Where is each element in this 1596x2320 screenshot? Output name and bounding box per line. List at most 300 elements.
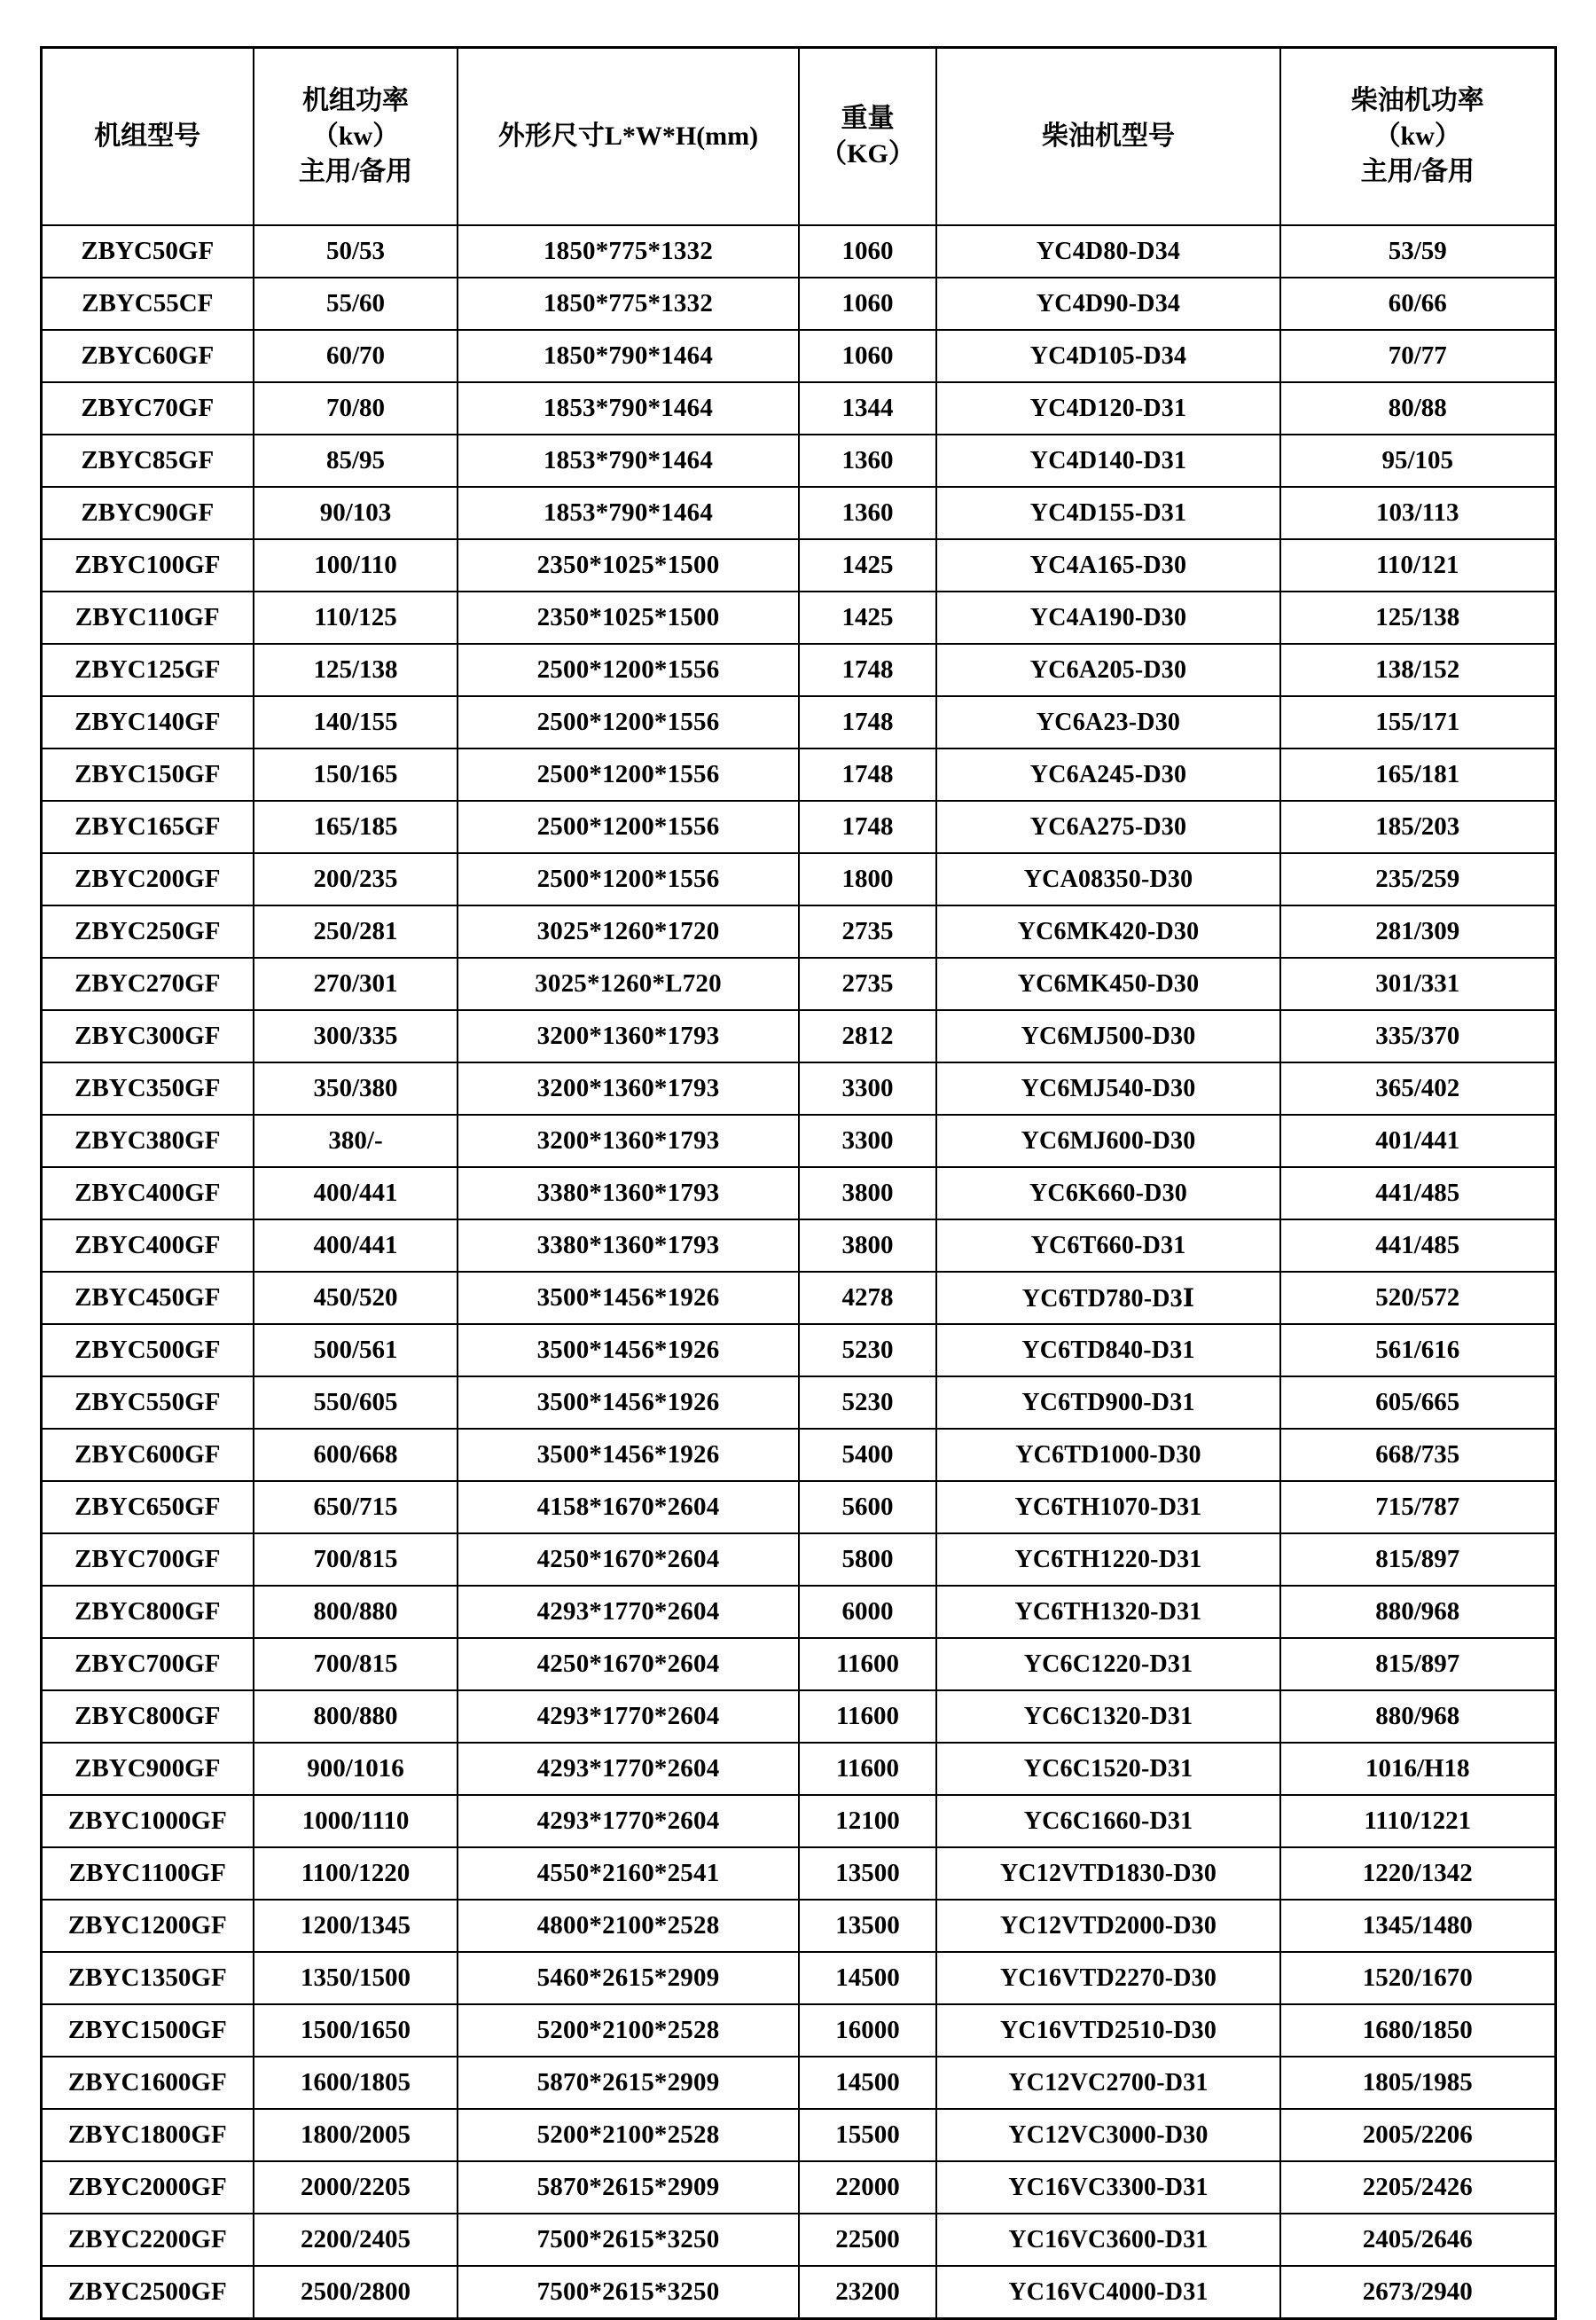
cell-power: 1500/1650 xyxy=(254,2004,458,2057)
cell-engine: YC6C1520-D31 xyxy=(936,1743,1280,1795)
cell-power: 55/60 xyxy=(254,278,458,330)
cell-model: ZBYC550GF xyxy=(41,1376,254,1429)
cell-weight: 1748 xyxy=(799,801,936,853)
cell-engine: YC4D105-D34 xyxy=(936,330,1280,382)
cell-dims: 4293*1770*2604 xyxy=(458,1586,799,1638)
cell-engine: YC6TD840-D31 xyxy=(936,1324,1280,1376)
cell-dims: 3025*1260*L720 xyxy=(458,958,799,1010)
cell-engine: YC6MK420-D30 xyxy=(936,905,1280,958)
cell-weight: 5600 xyxy=(799,1481,936,1533)
cell-weight: 22000 xyxy=(799,2161,936,2214)
table-row xyxy=(41,2057,1555,2109)
cell-dims: 2500*1200*1556 xyxy=(458,749,799,801)
cell-enginepower: 335/370 xyxy=(1280,1010,1555,1062)
cell-enginepower: 103/113 xyxy=(1280,487,1555,539)
cell-model: ZBYC700GF xyxy=(41,1638,254,1690)
table-row xyxy=(41,1533,1555,1586)
cell-enginepower: 138/152 xyxy=(1280,644,1555,696)
cell-model: ZBYC90GF xyxy=(41,487,254,539)
cell-weight: 1425 xyxy=(799,592,936,644)
cell-engine: YC6C1660-D31 xyxy=(936,1795,1280,1847)
cell-enginepower: 441/485 xyxy=(1280,1219,1555,1272)
cell-dims: 3500*1456*1926 xyxy=(458,1376,799,1429)
cell-engine: YC12VTD2000-D30 xyxy=(936,1900,1280,1952)
cell-engine: YC4A190-D30 xyxy=(936,592,1280,644)
cell-power: 1800/2005 xyxy=(254,2109,458,2161)
cell-weight: 1360 xyxy=(799,435,936,487)
cell-enginepower: 1110/1221 xyxy=(1280,1795,1555,1847)
cell-dims: 5870*2615*2909 xyxy=(458,2057,799,2109)
cell-engine: YC12VTD1830-D30 xyxy=(936,1847,1280,1900)
cell-model: ZBYC2000GF xyxy=(41,2161,254,2214)
cell-enginepower: 2673/2940 xyxy=(1280,2266,1555,2319)
cell-weight: 1060 xyxy=(799,225,936,278)
cell-model: ZBYC2500GF xyxy=(41,2266,254,2319)
cell-model: ZBYC600GF xyxy=(41,1429,254,1481)
cell-engine: YC6A23-D30 xyxy=(936,696,1280,749)
cell-power: 1100/1220 xyxy=(254,1847,458,1900)
cell-engine: YC6MJ600-D30 xyxy=(936,1115,1280,1167)
cell-dims: 2500*1200*1556 xyxy=(458,853,799,905)
cell-dims: 5200*2100*2528 xyxy=(458,2109,799,2161)
cell-engine: YC6C1220-D31 xyxy=(936,1638,1280,1690)
cell-weight: 1425 xyxy=(799,539,936,592)
cell-weight: 12100 xyxy=(799,1795,936,1847)
table-row xyxy=(41,592,1555,644)
cell-dims: 7500*2615*3250 xyxy=(458,2266,799,2319)
cell-enginepower: 520/572 xyxy=(1280,1272,1555,1324)
cell-weight: 2812 xyxy=(799,1010,936,1062)
cell-power: 1600/1805 xyxy=(254,2057,458,2109)
cell-weight: 11600 xyxy=(799,1690,936,1743)
cell-enginepower: 815/897 xyxy=(1280,1638,1555,1690)
cell-enginepower: 365/402 xyxy=(1280,1062,1555,1115)
cell-enginepower: 185/203 xyxy=(1280,801,1555,853)
cell-weight: 11600 xyxy=(799,1743,936,1795)
cell-enginepower: 301/331 xyxy=(1280,958,1555,1010)
cell-model: ZBYC1100GF xyxy=(41,1847,254,1900)
cell-model: ZBYC140GF xyxy=(41,696,254,749)
cell-power: 450/520 xyxy=(254,1272,458,1324)
cell-model: ZBYC1350GF xyxy=(41,1952,254,2004)
cell-enginepower: 60/66 xyxy=(1280,278,1555,330)
cell-weight: 2735 xyxy=(799,905,936,958)
cell-weight: 13500 xyxy=(799,1847,936,1900)
cell-enginepower: 125/138 xyxy=(1280,592,1555,644)
cell-power: 700/815 xyxy=(254,1533,458,1586)
cell-model: ZBYC60GF xyxy=(41,330,254,382)
cell-enginepower: 401/441 xyxy=(1280,1115,1555,1167)
cell-power: 50/53 xyxy=(254,225,458,278)
cell-weight: 15500 xyxy=(799,2109,936,2161)
column-header-line: （kw） xyxy=(311,121,400,151)
cell-model: ZBYC800GF xyxy=(41,1586,254,1638)
cell-dims: 5460*2615*2909 xyxy=(458,1952,799,2004)
cell-power: 400/441 xyxy=(254,1167,458,1219)
cell-model: ZBYC650GF xyxy=(41,1481,254,1533)
cell-model: ZBYC2200GF xyxy=(41,2214,254,2266)
cell-engine: YC4D140-D31 xyxy=(936,435,1280,487)
cell-power: 100/110 xyxy=(254,539,458,592)
cell-power: 800/880 xyxy=(254,1586,458,1638)
cell-dims: 3500*1456*1926 xyxy=(458,1272,799,1324)
table-row xyxy=(41,2004,1555,2057)
cell-dims: 4250*1670*2604 xyxy=(458,1638,799,1690)
cell-power: 800/880 xyxy=(254,1690,458,1743)
cell-weight: 5230 xyxy=(799,1324,936,1376)
cell-weight: 3800 xyxy=(799,1219,936,1272)
column-header-0 xyxy=(41,48,254,226)
cell-dims: 7500*2615*3250 xyxy=(458,2214,799,2266)
cell-enginepower: 110/121 xyxy=(1280,539,1555,592)
cell-model: ZBYC150GF xyxy=(41,749,254,801)
table-row xyxy=(41,382,1555,435)
cell-engine: YC16VTD2270-D30 xyxy=(936,1952,1280,2004)
cell-weight: 4278 xyxy=(799,1272,936,1324)
cell-enginepower: 2005/2206 xyxy=(1280,2109,1555,2161)
cell-enginepower: 1345/1480 xyxy=(1280,1900,1555,1952)
cell-weight: 3300 xyxy=(799,1062,936,1115)
cell-dims: 2500*1200*1556 xyxy=(458,696,799,749)
cell-engine: YC6K660-D30 xyxy=(936,1167,1280,1219)
cell-engine: YC16VC3300-D31 xyxy=(936,2161,1280,2214)
cell-weight: 1748 xyxy=(799,696,936,749)
cell-dims: 4250*1670*2604 xyxy=(458,1533,799,1586)
cell-engine: YC4D80-D34 xyxy=(936,225,1280,278)
cell-engine: YC6A245-D30 xyxy=(936,749,1280,801)
cell-dims: 2350*1025*1500 xyxy=(458,592,799,644)
cell-power: 350/380 xyxy=(254,1062,458,1115)
cell-model: ZBYC900GF xyxy=(41,1743,254,1795)
column-header-line: 外形尺寸L*W*H(mm) xyxy=(497,121,759,151)
table-row xyxy=(41,1115,1555,1167)
cell-engine: YC6TH1220-D31 xyxy=(936,1533,1280,1586)
column-header-5 xyxy=(1280,48,1555,226)
cell-dims: 2350*1025*1500 xyxy=(458,539,799,592)
table-row xyxy=(41,278,1555,330)
cell-model: ZBYC70GF xyxy=(41,382,254,435)
cell-engine: YC4D155-D31 xyxy=(936,487,1280,539)
cell-enginepower: 880/968 xyxy=(1280,1690,1555,1743)
cell-power: 140/155 xyxy=(254,696,458,749)
generator-specification-table xyxy=(40,46,1557,2320)
cell-power: 165/185 xyxy=(254,801,458,853)
cell-enginepower: 668/735 xyxy=(1280,1429,1555,1481)
cell-weight: 22500 xyxy=(799,2214,936,2266)
cell-enginepower: 281/309 xyxy=(1280,905,1555,958)
cell-engine: YC6TD1000-D30 xyxy=(936,1429,1280,1481)
cell-weight: 14500 xyxy=(799,2057,936,2109)
table-row xyxy=(41,1900,1555,1952)
table-row xyxy=(41,1743,1555,1795)
cell-power: 300/335 xyxy=(254,1010,458,1062)
table-row xyxy=(41,1272,1555,1324)
cell-dims: 5870*2615*2909 xyxy=(458,2161,799,2214)
cell-power: 250/281 xyxy=(254,905,458,958)
table-row xyxy=(41,853,1555,905)
cell-power: 150/165 xyxy=(254,749,458,801)
cell-weight: 11600 xyxy=(799,1638,936,1690)
table-row xyxy=(41,1481,1555,1533)
table-row xyxy=(41,225,1555,278)
cell-dims: 3500*1456*1926 xyxy=(458,1324,799,1376)
cell-model: ZBYC125GF xyxy=(41,644,254,696)
cell-dims: 1853*790*1464 xyxy=(458,487,799,539)
cell-dims: 3500*1456*1926 xyxy=(458,1429,799,1481)
cell-engine: YC6MJ500-D30 xyxy=(936,1010,1280,1062)
column-header-line: 主用/备用 xyxy=(298,157,413,187)
cell-model: ZBYC1600GF xyxy=(41,2057,254,2109)
cell-dims: 4293*1770*2604 xyxy=(458,1795,799,1847)
cell-model: ZBYC500GF xyxy=(41,1324,254,1376)
cell-weight: 1800 xyxy=(799,853,936,905)
table-row xyxy=(41,2214,1555,2266)
cell-engine: YC4D90-D34 xyxy=(936,278,1280,330)
cell-enginepower: 605/665 xyxy=(1280,1376,1555,1429)
cell-engine: YC6MJ540-D30 xyxy=(936,1062,1280,1115)
cell-engine: YC6TD780-D3Ⅰ xyxy=(936,1272,1280,1324)
cell-weight: 5400 xyxy=(799,1429,936,1481)
cell-engine: YC16VTD2510-D30 xyxy=(936,2004,1280,2057)
cell-power: 1200/1345 xyxy=(254,1900,458,1952)
cell-weight: 13500 xyxy=(799,1900,936,1952)
cell-power: 2200/2405 xyxy=(254,2214,458,2266)
cell-model: ZBYC165GF xyxy=(41,801,254,853)
table-row xyxy=(41,1219,1555,1272)
cell-engine: YC6A275-D30 xyxy=(936,801,1280,853)
cell-engine: YC12VC2700-D31 xyxy=(936,2057,1280,2109)
cell-engine: YC6A205-D30 xyxy=(936,644,1280,696)
cell-power: 90/103 xyxy=(254,487,458,539)
cell-dims: 4293*1770*2604 xyxy=(458,1690,799,1743)
cell-model: ZBYC55CF xyxy=(41,278,254,330)
cell-weight: 6000 xyxy=(799,1586,936,1638)
cell-model: ZBYC1500GF xyxy=(41,2004,254,2057)
cell-power: 60/70 xyxy=(254,330,458,382)
cell-weight: 3800 xyxy=(799,1167,936,1219)
cell-dims: 4550*2160*2541 xyxy=(458,1847,799,1900)
table-row xyxy=(41,749,1555,801)
cell-weight: 16000 xyxy=(799,2004,936,2057)
column-header-4 xyxy=(936,48,1280,226)
cell-enginepower: 1220/1342 xyxy=(1280,1847,1555,1900)
table-header xyxy=(41,48,1555,226)
cell-model: ZBYC400GF xyxy=(41,1219,254,1272)
table-row xyxy=(41,958,1555,1010)
cell-engine: YC12VC3000-D30 xyxy=(936,2109,1280,2161)
cell-model: ZBYC270GF xyxy=(41,958,254,1010)
cell-power: 2500/2800 xyxy=(254,2266,458,2319)
cell-engine: YC16VC4000-D31 xyxy=(936,2266,1280,2319)
cell-dims: 3200*1360*1793 xyxy=(458,1062,799,1115)
cell-model: ZBYC400GF xyxy=(41,1167,254,1219)
cell-power: 400/441 xyxy=(254,1219,458,1272)
cell-enginepower: 2405/2646 xyxy=(1280,2214,1555,2266)
table-row xyxy=(41,2161,1555,2214)
cell-weight: 2735 xyxy=(799,958,936,1010)
cell-weight: 3300 xyxy=(799,1115,936,1167)
table-row xyxy=(41,1795,1555,1847)
cell-engine: YC16VC3600-D31 xyxy=(936,2214,1280,2266)
cell-dims: 1853*790*1464 xyxy=(458,435,799,487)
cell-enginepower: 70/77 xyxy=(1280,330,1555,382)
cell-model: ZBYC200GF xyxy=(41,853,254,905)
cell-engine: YC6TD900-D31 xyxy=(936,1376,1280,1429)
cell-model: ZBYC700GF xyxy=(41,1533,254,1586)
cell-power: 110/125 xyxy=(254,592,458,644)
table-row xyxy=(41,1324,1555,1376)
cell-enginepower: 1805/1985 xyxy=(1280,2057,1555,2109)
cell-model: ZBYC100GF xyxy=(41,539,254,592)
cell-weight: 14500 xyxy=(799,1952,936,2004)
cell-model: ZBYC50GF xyxy=(41,225,254,278)
cell-model: ZBYC800GF xyxy=(41,1690,254,1743)
cell-weight: 1360 xyxy=(799,487,936,539)
cell-power: 70/80 xyxy=(254,382,458,435)
cell-enginepower: 1520/1670 xyxy=(1280,1952,1555,2004)
cell-weight: 1344 xyxy=(799,382,936,435)
column-header-line: （kw） xyxy=(1373,121,1461,151)
column-header-2 xyxy=(458,48,799,226)
cell-model: ZBYC110GF xyxy=(41,592,254,644)
table-row xyxy=(41,1586,1555,1638)
cell-enginepower: 53/59 xyxy=(1280,225,1555,278)
cell-model: ZBYC450GF xyxy=(41,1272,254,1324)
column-header-line: 主用/备用 xyxy=(1360,157,1475,187)
cell-power: 550/605 xyxy=(254,1376,458,1429)
cell-enginepower: 235/259 xyxy=(1280,853,1555,905)
cell-weight: 23200 xyxy=(799,2266,936,2319)
cell-dims: 2500*1200*1556 xyxy=(458,801,799,853)
table-row xyxy=(41,1376,1555,1429)
cell-power: 1000/1110 xyxy=(254,1795,458,1847)
cell-enginepower: 95/105 xyxy=(1280,435,1555,487)
cell-weight: 1748 xyxy=(799,749,936,801)
cell-power: 85/95 xyxy=(254,435,458,487)
cell-model: ZBYC350GF xyxy=(41,1062,254,1115)
table-row xyxy=(41,1062,1555,1115)
cell-model: ZBYC1200GF xyxy=(41,1900,254,1952)
cell-dims: 3200*1360*1793 xyxy=(458,1115,799,1167)
table-row xyxy=(41,801,1555,853)
column-header-line: 重量 xyxy=(841,103,895,133)
column-header-1 xyxy=(254,48,458,226)
cell-weight: 1060 xyxy=(799,330,936,382)
cell-enginepower: 165/181 xyxy=(1280,749,1555,801)
cell-power: 650/715 xyxy=(254,1481,458,1533)
cell-dims: 4158*1670*2604 xyxy=(458,1481,799,1533)
cell-dims: 1850*775*1332 xyxy=(458,225,799,278)
table-row xyxy=(41,1010,1555,1062)
cell-model: ZBYC1800GF xyxy=(41,2109,254,2161)
cell-power: 380/- xyxy=(254,1115,458,1167)
cell-power: 1350/1500 xyxy=(254,1952,458,2004)
cell-enginepower: 2205/2426 xyxy=(1280,2161,1555,2214)
cell-enginepower: 561/616 xyxy=(1280,1324,1555,1376)
cell-dims: 4800*2100*2528 xyxy=(458,1900,799,1952)
cell-engine: YC4D120-D31 xyxy=(936,382,1280,435)
column-header-line: 柴油机型号 xyxy=(1042,121,1175,151)
cell-model: ZBYC85GF xyxy=(41,435,254,487)
cell-power: 600/668 xyxy=(254,1429,458,1481)
cell-engine: YC6MK450-D30 xyxy=(936,958,1280,1010)
table-row xyxy=(41,905,1555,958)
cell-power: 500/561 xyxy=(254,1324,458,1376)
cell-enginepower: 155/171 xyxy=(1280,696,1555,749)
cell-dims: 4293*1770*2604 xyxy=(458,1743,799,1795)
cell-model: ZBYC250GF xyxy=(41,905,254,958)
column-header-3 xyxy=(799,48,936,226)
header-row xyxy=(41,48,1555,226)
cell-enginepower: 80/88 xyxy=(1280,382,1555,435)
cell-power: 270/301 xyxy=(254,958,458,1010)
cell-enginepower: 441/485 xyxy=(1280,1167,1555,1219)
table-row xyxy=(41,2109,1555,2161)
table-row xyxy=(41,696,1555,749)
cell-dims: 5200*2100*2528 xyxy=(458,2004,799,2057)
cell-dims: 3025*1260*1720 xyxy=(458,905,799,958)
cell-weight: 1060 xyxy=(799,278,936,330)
table-row xyxy=(41,435,1555,487)
table-row xyxy=(41,1429,1555,1481)
table-row xyxy=(41,487,1555,539)
cell-weight: 5800 xyxy=(799,1533,936,1586)
cell-engine: YC6TH1070-D31 xyxy=(936,1481,1280,1533)
cell-enginepower: 715/787 xyxy=(1280,1481,1555,1533)
cell-power: 200/235 xyxy=(254,853,458,905)
column-header-line: （KG） xyxy=(820,139,915,169)
table-row xyxy=(41,1847,1555,1900)
cell-enginepower: 1016/H18 xyxy=(1280,1743,1555,1795)
cell-power: 2000/2205 xyxy=(254,2161,458,2214)
table-row xyxy=(41,1167,1555,1219)
cell-model: ZBYC300GF xyxy=(41,1010,254,1062)
table-row xyxy=(41,330,1555,382)
table-row xyxy=(41,2266,1555,2319)
cell-enginepower: 1680/1850 xyxy=(1280,2004,1555,2057)
cell-engine: YC6C1320-D31 xyxy=(936,1690,1280,1743)
cell-weight: 1748 xyxy=(799,644,936,696)
table-row xyxy=(41,1638,1555,1690)
cell-model: ZBYC1000GF xyxy=(41,1795,254,1847)
cell-dims: 3380*1360*1793 xyxy=(458,1219,799,1272)
cell-engine: YC6TH1320-D31 xyxy=(936,1586,1280,1638)
cell-enginepower: 815/897 xyxy=(1280,1533,1555,1586)
column-header-line: 机组型号 xyxy=(94,121,201,151)
cell-power: 900/1016 xyxy=(254,1743,458,1795)
cell-engine: YC6T660-D31 xyxy=(936,1219,1280,1272)
cell-weight: 5230 xyxy=(799,1376,936,1429)
cell-model: ZBYC380GF xyxy=(41,1115,254,1167)
cell-engine: YCA08350-D30 xyxy=(936,853,1280,905)
cell-power: 700/815 xyxy=(254,1638,458,1690)
cell-dims: 1850*790*1464 xyxy=(458,330,799,382)
table-row xyxy=(41,1952,1555,2004)
column-header-line: 柴油机功率 xyxy=(1350,85,1484,115)
cell-dims: 1850*775*1332 xyxy=(458,278,799,330)
cell-power: 125/138 xyxy=(254,644,458,696)
table-row xyxy=(41,1690,1555,1743)
cell-engine: YC4A165-D30 xyxy=(936,539,1280,592)
cell-enginepower: 880/968 xyxy=(1280,1586,1555,1638)
cell-dims: 1853*790*1464 xyxy=(458,382,799,435)
table-row xyxy=(41,644,1555,696)
cell-dims: 2500*1200*1556 xyxy=(458,644,799,696)
cell-dims: 3200*1360*1793 xyxy=(458,1010,799,1062)
table-row xyxy=(41,539,1555,592)
table-body xyxy=(41,225,1555,2319)
cell-dims: 3380*1360*1793 xyxy=(458,1167,799,1219)
